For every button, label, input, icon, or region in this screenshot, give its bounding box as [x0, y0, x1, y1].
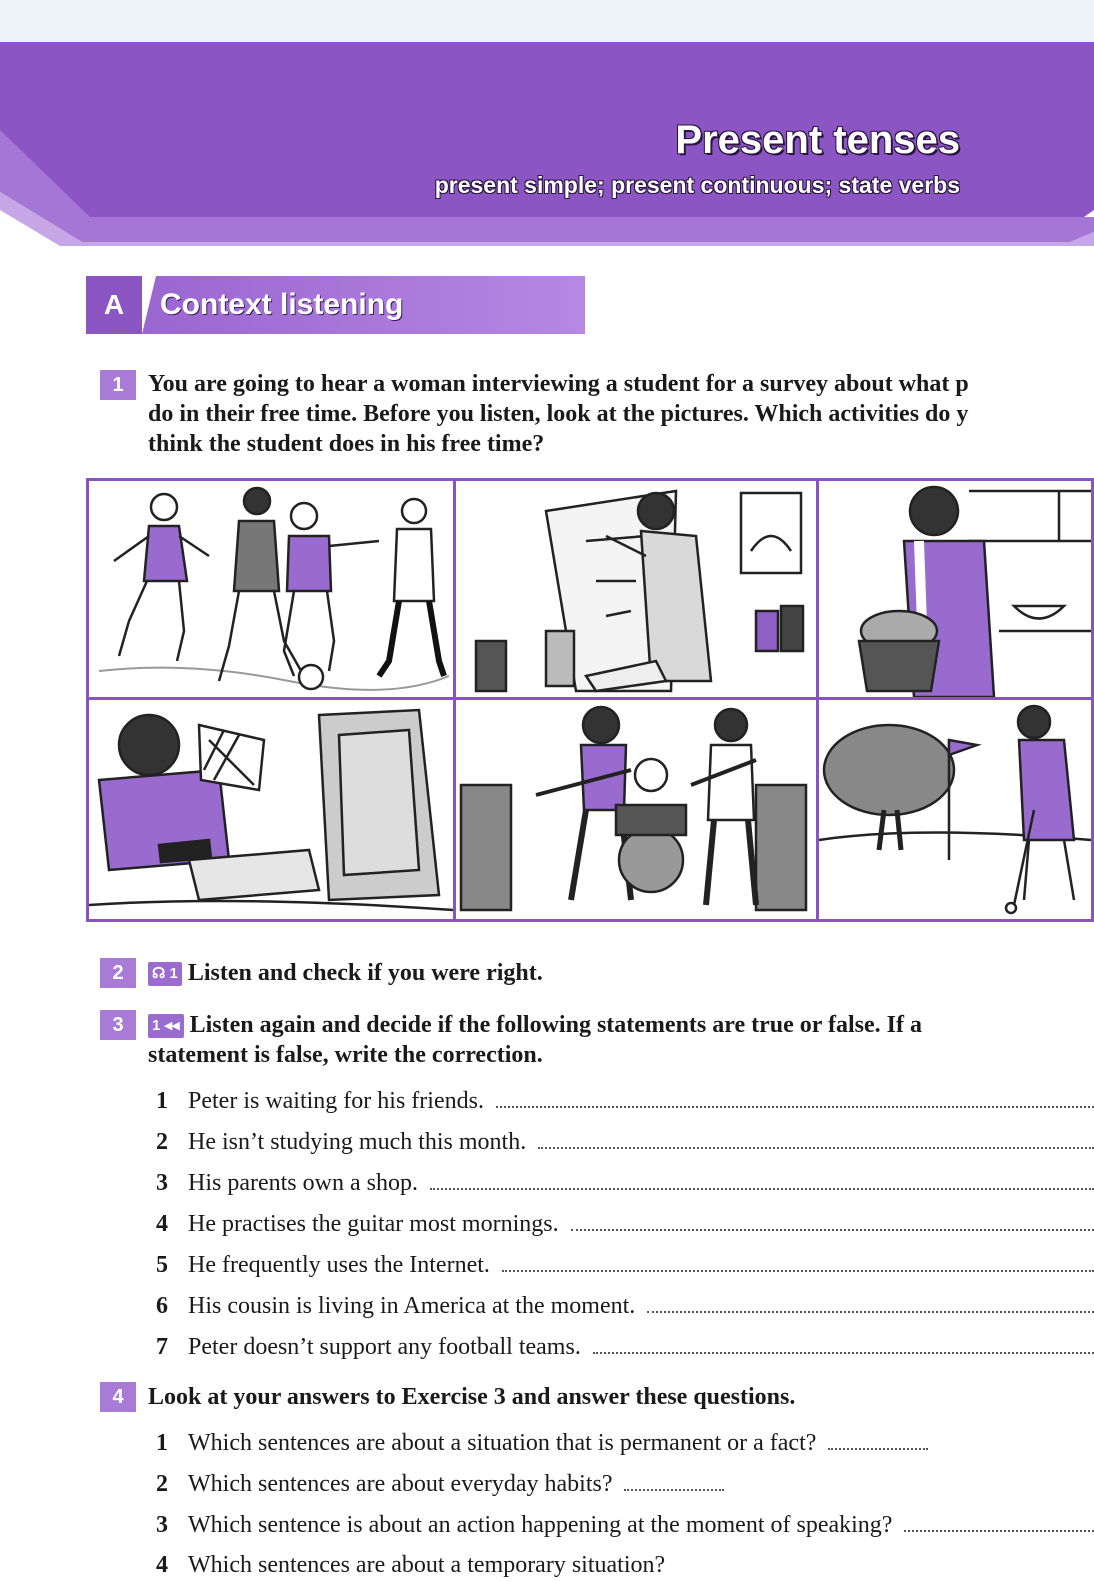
item-number: 4 [156, 1552, 168, 1578]
exercise-4-number: 4 [100, 1382, 136, 1412]
list-item [156, 1207, 1094, 1239]
item-text: He practises the guitar most mornings. [188, 1211, 559, 1237]
list-item [156, 1289, 1094, 1321]
item-number: 1 [156, 1088, 168, 1114]
list-item [156, 1426, 1094, 1458]
item-text: Which sentences are about a temporary situation? [188, 1552, 666, 1578]
item-number: 4 [156, 1211, 168, 1237]
painting-scene-icon [453, 478, 819, 700]
list-item [156, 1125, 1094, 1157]
list-item [156, 1166, 1094, 1198]
exercise-2-number: 2 [100, 958, 136, 988]
section-letter: A [86, 276, 142, 334]
exercise-1-number: 1 [100, 370, 136, 400]
answer-line[interactable] [502, 1248, 1094, 1272]
exercise-1-line: do in their free time. Before you listen, look at the pictures. Which activities do y [148, 401, 969, 427]
list-item [156, 1467, 1094, 1499]
item-number: 2 [156, 1129, 168, 1155]
exercise-2-text: Listen and check if you were right. [187, 960, 543, 986]
list-item [156, 1248, 1094, 1280]
exercise-1-instructions [148, 369, 1094, 459]
answer-line[interactable] [647, 1289, 1094, 1313]
answer-line[interactable] [904, 1508, 1094, 1532]
answer-line[interactable] [496, 1084, 1094, 1108]
cooking-scene-icon [816, 478, 1094, 700]
audio-track-badge[interactable]: ☊ 1 [148, 962, 182, 986]
football-scene-icon [86, 478, 456, 700]
answer-line[interactable] [538, 1125, 1094, 1149]
item-number: 7 [156, 1334, 168, 1360]
exercise-1-line: think the student does in his free time? [148, 431, 545, 457]
item-number: 5 [156, 1252, 168, 1278]
band-scene-icon [453, 697, 819, 922]
page-subtitle: present simple; present continuous; state verbs [434, 172, 960, 198]
activity-pictures [86, 478, 1094, 922]
list-item [156, 1084, 1094, 1116]
item-text: His cousin is living in America at the moment. [188, 1293, 636, 1319]
section-title: Context listening [160, 288, 404, 321]
list-item [156, 1549, 1094, 1581]
exercise-3-number: 3 [100, 1010, 136, 1040]
item-text: Which sentences are about everyday habits? [188, 1471, 613, 1497]
item-text: He frequently uses the Internet. [188, 1252, 490, 1278]
item-text: Peter is waiting for his friends. [188, 1088, 484, 1114]
answer-line[interactable] [571, 1207, 1094, 1231]
title-banner [0, 42, 1094, 252]
answer-line[interactable] [828, 1426, 928, 1450]
item-number: 6 [156, 1293, 168, 1319]
item-text: He isn’t studying much this month. [188, 1129, 527, 1155]
item-number: 2 [156, 1471, 168, 1497]
answer-line[interactable] [624, 1467, 724, 1491]
item-number: 3 [156, 1512, 168, 1538]
answer-line[interactable] [593, 1330, 1094, 1354]
item-text: Which sentences are about a situation that is permanent or a fact? [188, 1430, 817, 1456]
item-text: His parents own a shop. [188, 1170, 418, 1196]
item-number: 3 [156, 1170, 168, 1196]
audio-track-badge[interactable]: 1 ◂◂ [148, 1014, 184, 1038]
exercise-2-instructions [148, 958, 543, 988]
list-item [156, 1330, 1094, 1362]
exercise-3-text: Listen again and decide if the following statements are true or false. If a [189, 1012, 922, 1038]
item-text: Peter doesn’t support any football teams. [188, 1334, 581, 1360]
page-title: Present tenses [675, 118, 960, 162]
item-number: 1 [156, 1430, 168, 1456]
list-item [156, 1508, 1094, 1540]
golf-scene-icon [816, 697, 1094, 922]
exercise-4-instructions: Look at your answers to Exercise 3 and answer these questions. [148, 1384, 796, 1410]
exercise-3-instructions [148, 1010, 922, 1040]
exercise-3-text-line2: statement is false, write the correction. [148, 1042, 543, 1068]
exercise-1-line: You are going to hear a woman interviewing a student for a survey about what p [148, 371, 969, 397]
answer-line[interactable] [430, 1166, 1094, 1190]
top-strip [0, 0, 1094, 42]
item-text: Which sentence is about an action happening at the moment of speaking? [188, 1512, 893, 1538]
video-game-scene-icon [86, 697, 456, 922]
section-header [86, 276, 585, 334]
